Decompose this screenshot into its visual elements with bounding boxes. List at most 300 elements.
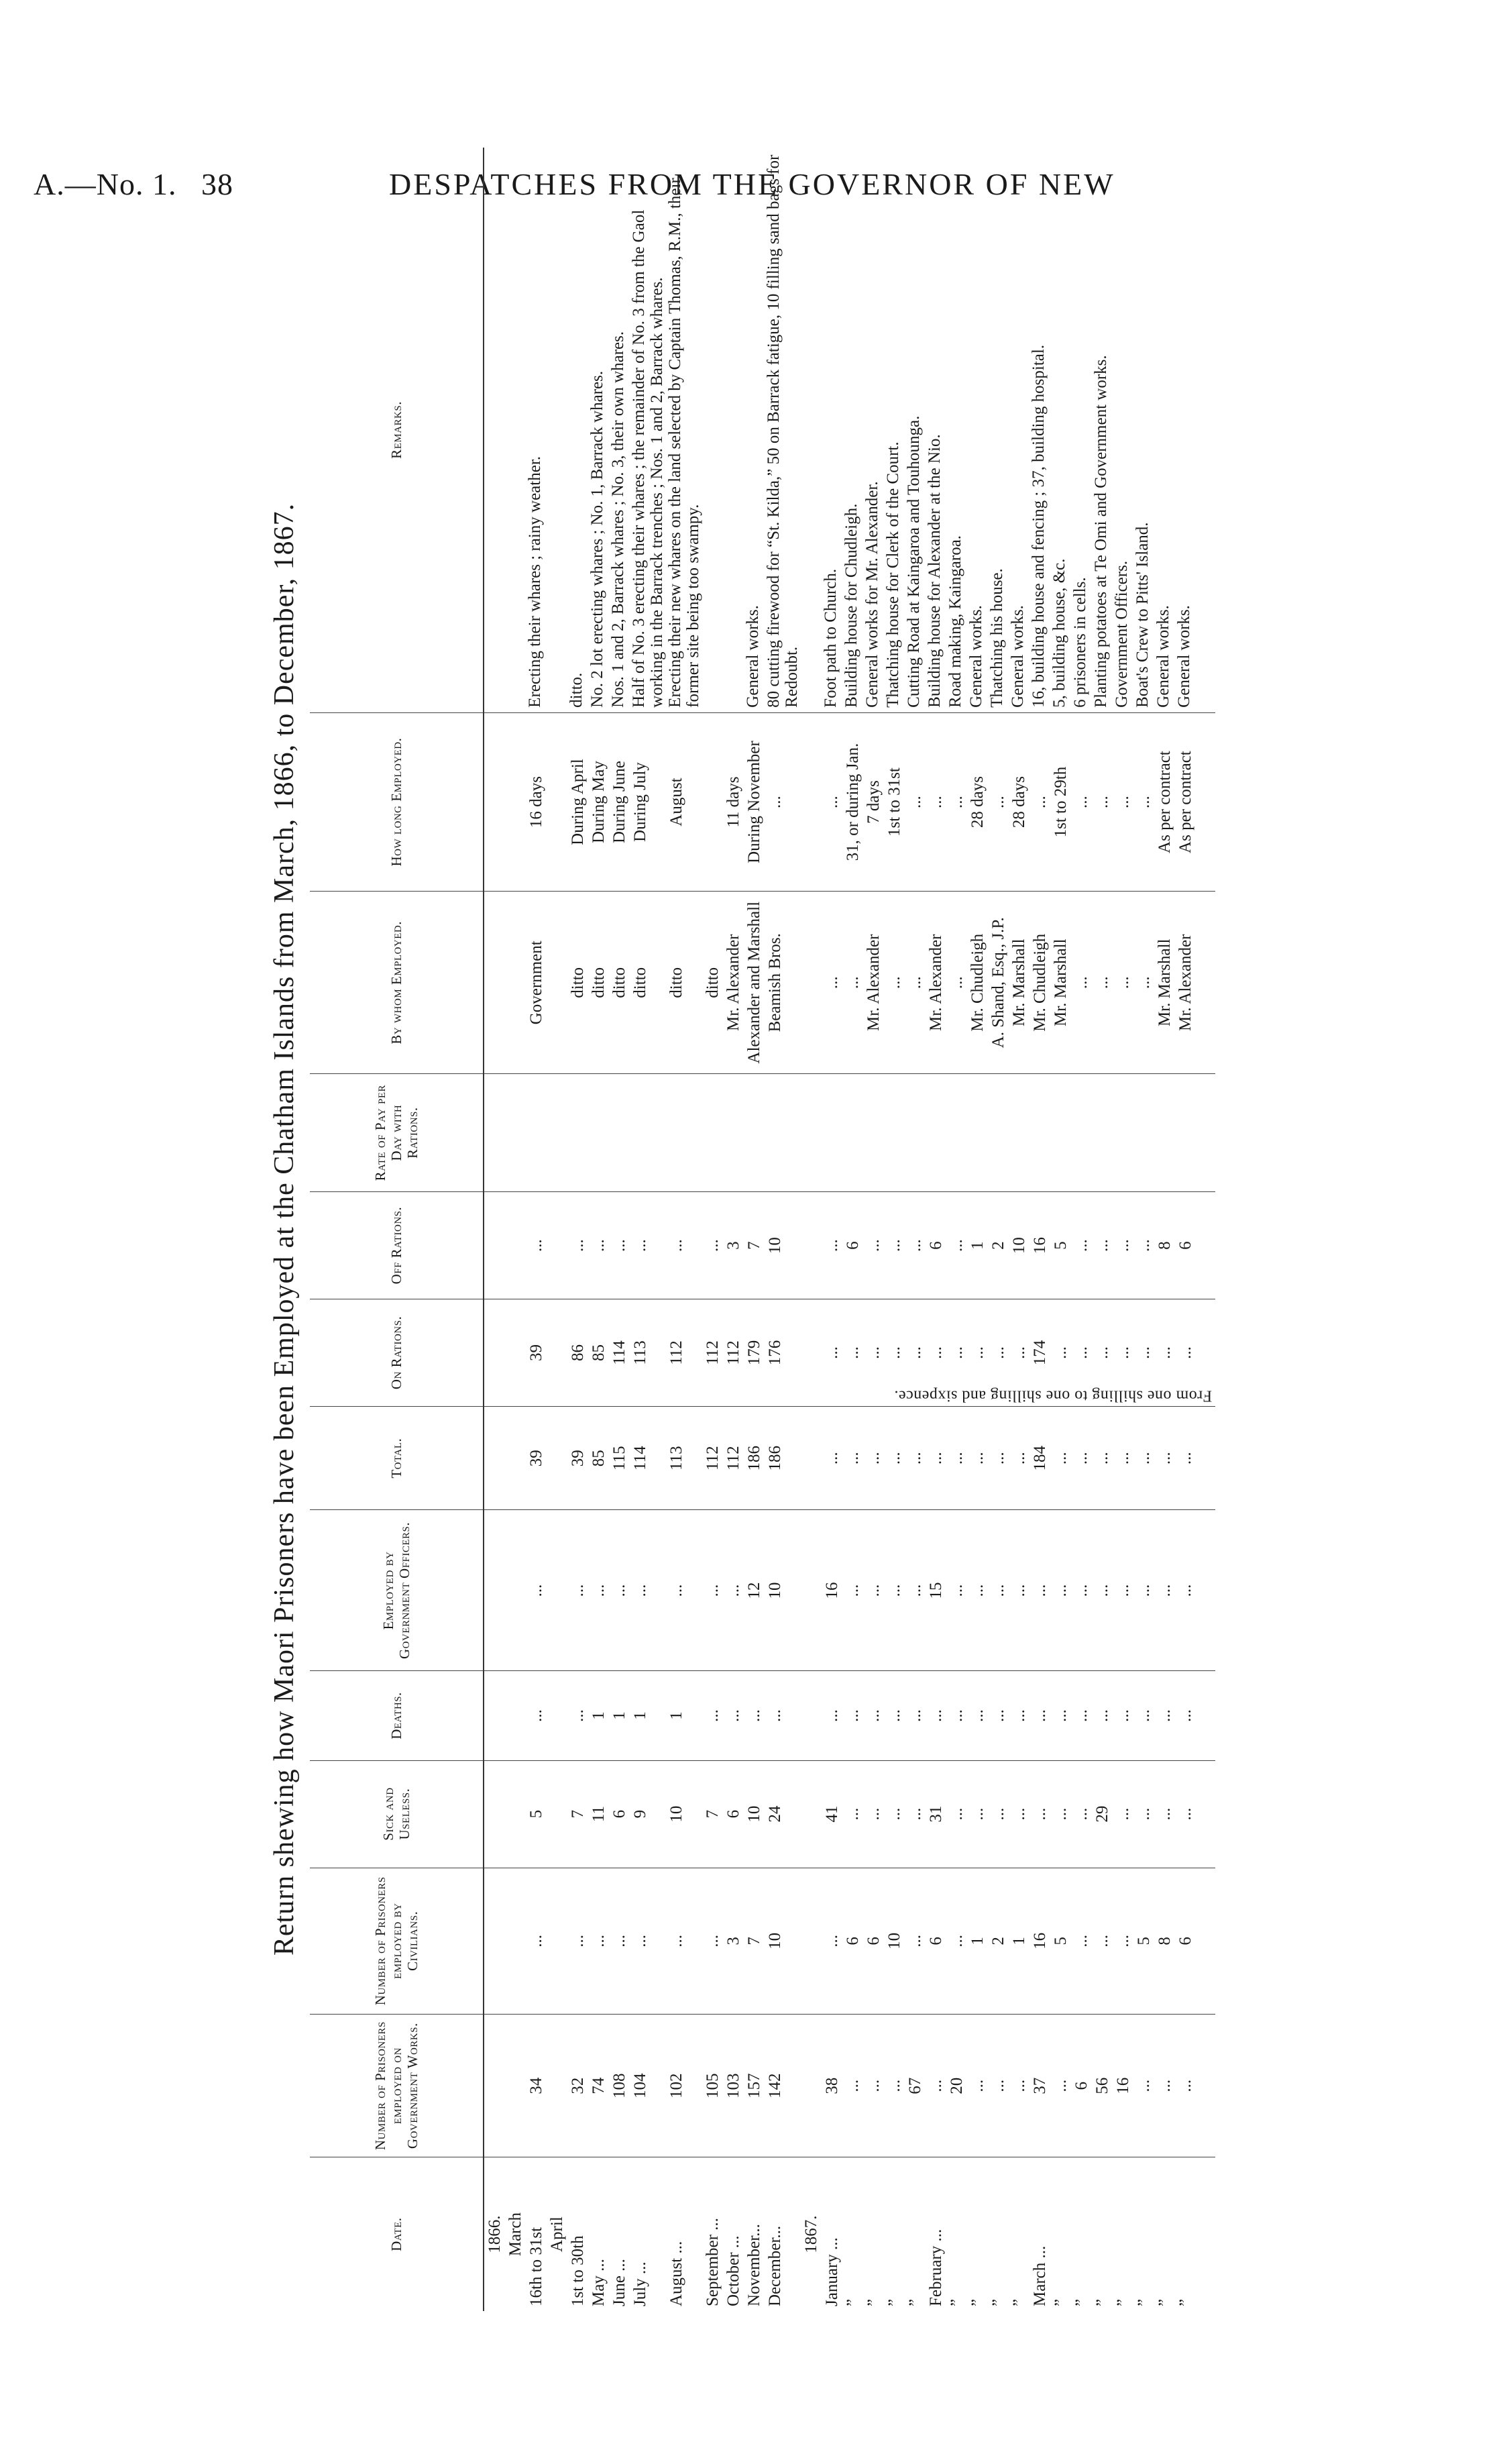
col-off-rations: Off Rations. bbox=[310, 1192, 484, 1299]
row-off-rations: ... bbox=[588, 1192, 609, 1299]
row-govt-officers bbox=[547, 1510, 567, 1671]
row-govt-works: ... bbox=[842, 2015, 863, 2157]
row-by-whom: ditto bbox=[588, 892, 609, 1074]
row-total: ... bbox=[1175, 1406, 1215, 1510]
row-total: 186 bbox=[744, 1406, 765, 1510]
row-how-long: 16 days bbox=[526, 712, 547, 892]
table-row bbox=[1113, 148, 1133, 2311]
row-off-rations bbox=[484, 1192, 505, 1299]
row-date: January ... bbox=[823, 2237, 841, 2306]
row-remarks: Erecting their whares ; rainy weather. bbox=[526, 148, 547, 712]
row-how-long: ... bbox=[926, 712, 946, 892]
row-govt-officers: ... bbox=[666, 1510, 702, 1671]
row-on-rations: ... bbox=[905, 1299, 926, 1407]
page-number: 38 bbox=[201, 167, 233, 201]
row-on-rations: ... bbox=[1092, 1299, 1113, 1407]
row-remarks: 5, building house, &c. bbox=[1050, 148, 1071, 712]
row-deaths: ... bbox=[526, 1671, 547, 1760]
row-how-long: 1st to 29th bbox=[1050, 712, 1071, 892]
table-title: Return shewing how Maori Prisoners have been Employed at the Chatham Islands from March, 1866, to December, 1867. bbox=[269, 502, 300, 1956]
row-how-long: 31, or during Jan. bbox=[842, 712, 863, 892]
row-govt-officers: ... bbox=[526, 1510, 547, 1671]
row-govt-officers: ... bbox=[1092, 1510, 1113, 1671]
row-how-long: During April bbox=[567, 712, 588, 892]
row-on-rations: 39 bbox=[526, 1299, 547, 1407]
row-how-long bbox=[547, 712, 567, 892]
row-civilians bbox=[547, 1868, 567, 2015]
row-govt-works: 108 bbox=[609, 2015, 630, 2157]
row-civilians: 16 bbox=[1029, 1868, 1050, 2015]
row-govt-officers: ... bbox=[1154, 1510, 1175, 1671]
row-total: 112 bbox=[702, 1406, 723, 1510]
row-by-whom bbox=[484, 892, 505, 1074]
row-date: 1866. bbox=[486, 2215, 504, 2253]
row-on-rations: ... bbox=[842, 1299, 863, 1407]
row-on-rations: ... bbox=[1009, 1299, 1029, 1407]
row-civilians: 5 bbox=[1133, 1868, 1154, 2015]
row-remarks: Building house for Alexander at the Nio. bbox=[926, 148, 946, 712]
table-row bbox=[505, 148, 526, 2311]
row-govt-works: 142 bbox=[765, 2015, 801, 2157]
row-civilians: ... bbox=[702, 1868, 723, 2015]
row-on-rations: ... bbox=[967, 1299, 988, 1407]
row-by-whom: ... bbox=[1113, 892, 1133, 1074]
row-remarks bbox=[484, 148, 505, 712]
row-sick: ... bbox=[1113, 1760, 1133, 1868]
row-remarks: Half of No. 3 erecting their whares ; the remainder of No. 3 from the Gaol working in the Barrack trenches ; Nos. 1 and 2, Barrack whares. bbox=[630, 148, 666, 712]
row-date: March ... bbox=[1031, 2245, 1049, 2306]
row-govt-officers: ... bbox=[967, 1510, 988, 1671]
row-rate bbox=[526, 1074, 547, 1192]
row-off-rations: ... bbox=[1113, 1192, 1133, 1299]
row-govt-works: ... bbox=[863, 2015, 884, 2157]
row-on-rations: ... bbox=[1071, 1299, 1092, 1407]
row-sick: 6 bbox=[723, 1760, 744, 1868]
row-by-whom: Mr. Marshall bbox=[1050, 892, 1071, 1074]
row-total: 186 bbox=[765, 1406, 801, 1510]
row-deaths: ... bbox=[884, 1671, 905, 1760]
row-sick: ... bbox=[967, 1760, 988, 1868]
row-govt-works: ... bbox=[1133, 2015, 1154, 2157]
row-sick: ... bbox=[863, 1760, 884, 1868]
row-remarks: Nos. 1 and 2, Barrack whares ; No. 3, their own whares. bbox=[609, 148, 630, 712]
row-rate bbox=[905, 1074, 926, 1192]
row-off-rations: 10 bbox=[765, 1192, 801, 1299]
row-off-rations: ... bbox=[1071, 1192, 1092, 1299]
row-by-whom: Mr. Marshall bbox=[1009, 892, 1029, 1074]
row-sick bbox=[801, 1760, 822, 1868]
table-row bbox=[609, 148, 630, 2311]
row-remarks: Road making, Kaingaroa. bbox=[946, 148, 967, 712]
row-civilians: ... bbox=[1071, 1868, 1092, 2015]
table-row bbox=[801, 148, 822, 2311]
row-govt-works bbox=[505, 2015, 526, 2157]
row-sick bbox=[505, 1760, 526, 1868]
running-title: DESPATCHES FROM THE GOVERNOR OF NEW bbox=[389, 167, 1115, 201]
row-by-whom bbox=[801, 892, 822, 1074]
row-on-rations: 112 bbox=[723, 1299, 744, 1407]
row-off-rations: 7 bbox=[744, 1192, 765, 1299]
row-how-long: During May bbox=[588, 712, 609, 892]
row-deaths: ... bbox=[1154, 1671, 1175, 1760]
row-govt-works: 34 bbox=[526, 2015, 547, 2157]
row-remarks: ditto. bbox=[567, 148, 588, 712]
row-how-long bbox=[801, 712, 822, 892]
row-sick: ... bbox=[946, 1760, 967, 1868]
table-row bbox=[666, 148, 702, 2311]
table-row bbox=[702, 148, 723, 2311]
row-deaths: ... bbox=[822, 1671, 842, 1760]
row-sick: 5 bbox=[526, 1760, 547, 1868]
row-civilians: ... bbox=[822, 1868, 842, 2015]
row-date: ” bbox=[1010, 2298, 1028, 2306]
row-govt-works: ... bbox=[988, 2015, 1009, 2157]
row-how-long: ... bbox=[1071, 712, 1092, 892]
row-civilians bbox=[505, 1868, 526, 2015]
row-how-long bbox=[505, 712, 526, 892]
col-date: Date. bbox=[310, 2157, 484, 2311]
row-how-long bbox=[702, 712, 723, 892]
row-govt-officers: ... bbox=[1071, 1510, 1092, 1671]
row-date: March bbox=[506, 2212, 524, 2257]
row-on-rations: ... bbox=[1050, 1299, 1071, 1407]
row-rate bbox=[505, 1074, 526, 1192]
row-sick: ... bbox=[1175, 1760, 1215, 1868]
row-off-rations bbox=[547, 1192, 567, 1299]
row-deaths: 1 bbox=[588, 1671, 609, 1760]
row-govt-officers: ... bbox=[1133, 1510, 1154, 1671]
row-govt-works: 16 bbox=[1113, 2015, 1133, 2157]
row-civilians: 6 bbox=[842, 1868, 863, 2015]
row-on-rations: ... bbox=[926, 1299, 946, 1407]
row-how-long: ... bbox=[1092, 712, 1113, 892]
row-by-whom: ... bbox=[822, 892, 842, 1074]
row-govt-officers: ... bbox=[946, 1510, 967, 1671]
row-govt-officers: ... bbox=[863, 1510, 884, 1671]
row-remarks: General works. bbox=[1175, 148, 1215, 712]
row-total: ... bbox=[967, 1406, 988, 1510]
row-total: 39 bbox=[526, 1406, 547, 1510]
row-on-rations: 174 bbox=[1029, 1299, 1050, 1407]
row-total: ... bbox=[988, 1406, 1009, 1510]
row-remarks: 16, building house and fencing ; 37, building hospital. bbox=[1029, 148, 1050, 712]
row-deaths: ... bbox=[1009, 1671, 1029, 1760]
row-off-rations: 2 bbox=[988, 1192, 1009, 1299]
row-govt-officers: ... bbox=[1009, 1510, 1029, 1671]
row-govt-officers: 10 bbox=[765, 1510, 801, 1671]
row-date: ” bbox=[1114, 2298, 1132, 2306]
row-total: 115 bbox=[609, 1406, 630, 1510]
row-rate bbox=[863, 1074, 884, 1192]
row-off-rations: ... bbox=[1133, 1192, 1154, 1299]
table-row bbox=[1092, 148, 1113, 2311]
row-date: July ... bbox=[631, 2261, 649, 2306]
col-deaths: Deaths. bbox=[310, 1671, 484, 1760]
row-deaths: ... bbox=[988, 1671, 1009, 1760]
row-sick: ... bbox=[1050, 1760, 1071, 1868]
row-total: ... bbox=[1050, 1406, 1071, 1510]
row-civilians: 6 bbox=[863, 1868, 884, 2015]
row-civilians: 2 bbox=[988, 1868, 1009, 2015]
col-govt-officers: Employed by Government Officers. bbox=[310, 1510, 484, 1671]
row-govt-officers: ... bbox=[988, 1510, 1009, 1671]
table-row bbox=[1175, 148, 1215, 2311]
col-civilians: Number of Prisoners employed by Civilians. bbox=[310, 1868, 484, 2015]
table-row bbox=[723, 148, 744, 2311]
row-date: 16th to 31st bbox=[527, 2227, 545, 2306]
col-govt-works: Number of Prisoners employed on Government Works. bbox=[310, 2015, 484, 2157]
row-rate bbox=[567, 1074, 588, 1192]
row-on-rations: ... bbox=[822, 1299, 842, 1407]
row-remarks bbox=[801, 148, 822, 712]
row-sick: ... bbox=[1029, 1760, 1050, 1868]
row-govt-works: 104 bbox=[630, 2015, 666, 2157]
row-deaths: ... bbox=[1092, 1671, 1113, 1760]
row-civilians: 1 bbox=[1009, 1868, 1029, 2015]
row-on-rations bbox=[484, 1299, 505, 1407]
row-date: ” bbox=[1176, 2298, 1194, 2306]
row-rate bbox=[744, 1074, 765, 1192]
row-civilians bbox=[801, 1868, 822, 2015]
row-by-whom: ... bbox=[1071, 892, 1092, 1074]
row-date: ” bbox=[844, 2298, 862, 2306]
row-on-rations: 179 bbox=[744, 1299, 765, 1407]
row-deaths: 1 bbox=[609, 1671, 630, 1760]
row-remarks: General works for Mr. Alexander. bbox=[863, 148, 884, 712]
table-row bbox=[905, 148, 926, 2311]
row-sick: 31 bbox=[926, 1760, 946, 1868]
row-civilians: 8 bbox=[1154, 1868, 1175, 2015]
table-row bbox=[526, 148, 547, 2311]
row-deaths: ... bbox=[842, 1671, 863, 1760]
row-rate bbox=[946, 1074, 967, 1192]
table-row bbox=[630, 148, 666, 2311]
row-rate bbox=[723, 1074, 744, 1192]
row-how-long: ... bbox=[1113, 712, 1133, 892]
row-deaths: ... bbox=[967, 1671, 988, 1760]
header-row bbox=[310, 148, 484, 2311]
row-govt-works bbox=[547, 2015, 567, 2157]
row-off-rations: ... bbox=[666, 1192, 702, 1299]
row-off-rations: ... bbox=[884, 1192, 905, 1299]
row-govt-works: ... bbox=[1154, 2015, 1175, 2157]
table-row bbox=[1029, 148, 1050, 2311]
row-civilians: 7 bbox=[744, 1868, 765, 2015]
row-govt-officers: ... bbox=[588, 1510, 609, 1671]
row-date: ” bbox=[1072, 2298, 1091, 2306]
row-date: May ... bbox=[590, 2259, 608, 2306]
rotated-return-table bbox=[268, 148, 1395, 2311]
col-by-whom: By whom Employed. bbox=[310, 892, 484, 1074]
row-how-long: 28 days bbox=[967, 712, 988, 892]
row-off-rations: ... bbox=[526, 1192, 547, 1299]
row-off-rations: ... bbox=[863, 1192, 884, 1299]
row-on-rations: 114 bbox=[609, 1299, 630, 1407]
row-remarks: Building house for Chudleigh. bbox=[842, 148, 863, 712]
row-total: 85 bbox=[588, 1406, 609, 1510]
table-row bbox=[1009, 148, 1029, 2311]
row-remarks: Thatching his house. bbox=[988, 148, 1009, 712]
row-rate bbox=[1009, 1074, 1029, 1192]
row-rate bbox=[484, 1074, 505, 1192]
row-rate bbox=[666, 1074, 702, 1192]
row-sick bbox=[484, 1760, 505, 1868]
row-total bbox=[505, 1406, 526, 1510]
row-rate bbox=[1154, 1074, 1175, 1192]
row-how-long: 28 days bbox=[1009, 712, 1029, 892]
row-off-rations: ... bbox=[702, 1192, 723, 1299]
row-total: ... bbox=[822, 1406, 842, 1510]
row-off-rations bbox=[801, 1192, 822, 1299]
row-total: ... bbox=[863, 1406, 884, 1510]
table-row bbox=[765, 148, 801, 2311]
table-row bbox=[988, 148, 1009, 2311]
row-on-rations: 112 bbox=[666, 1299, 702, 1407]
row-rate bbox=[588, 1074, 609, 1192]
row-rate bbox=[926, 1074, 946, 1192]
row-off-rations: 5 bbox=[1050, 1192, 1071, 1299]
row-deaths bbox=[547, 1671, 567, 1760]
row-date: ” bbox=[1093, 2298, 1111, 2306]
row-remarks: Planting potatoes at Te Omi and Government works. bbox=[1092, 148, 1113, 712]
row-remarks: Boat's Crew to Pitts' Island. bbox=[1133, 148, 1154, 712]
row-remarks bbox=[702, 148, 723, 712]
table-row bbox=[744, 148, 765, 2311]
table-row bbox=[1133, 148, 1154, 2311]
row-rate bbox=[609, 1074, 630, 1192]
row-civilians: ... bbox=[567, 1868, 588, 2015]
row-deaths bbox=[484, 1671, 505, 1760]
row-rate bbox=[1029, 1074, 1050, 1192]
row-date: April bbox=[548, 2216, 566, 2253]
row-date: 1867. bbox=[802, 2215, 820, 2253]
row-rate bbox=[1092, 1074, 1113, 1192]
row-govt-works: ... bbox=[1050, 2015, 1071, 2157]
row-govt-works: 67 bbox=[905, 2015, 926, 2157]
row-civilians bbox=[484, 1868, 505, 2015]
row-civilians: 10 bbox=[765, 1868, 801, 2015]
table-body bbox=[484, 148, 1215, 2311]
row-how-long: ... bbox=[765, 712, 801, 892]
row-off-rations: ... bbox=[630, 1192, 666, 1299]
row-on-rations bbox=[547, 1299, 567, 1407]
section-label: A.—No. 1. bbox=[34, 167, 177, 201]
row-by-whom: Mr. Alexander bbox=[723, 892, 744, 1074]
row-total: ... bbox=[905, 1406, 926, 1510]
row-civilians: 10 bbox=[884, 1868, 905, 2015]
row-sick: 11 bbox=[588, 1760, 609, 1868]
row-civilians: ... bbox=[1092, 1868, 1113, 2015]
row-rate bbox=[547, 1074, 567, 1192]
row-by-whom: Mr. Alexander bbox=[926, 892, 946, 1074]
row-on-rations: 85 bbox=[588, 1299, 609, 1407]
row-govt-officers: ... bbox=[905, 1510, 926, 1671]
row-remarks bbox=[547, 148, 567, 712]
row-date: ” bbox=[1052, 2298, 1070, 2306]
row-civilians: 6 bbox=[1175, 1868, 1215, 2015]
row-date: 1st to 30th bbox=[569, 2235, 587, 2306]
row-civilians: ... bbox=[630, 1868, 666, 2015]
row-on-rations: ... bbox=[988, 1299, 1009, 1407]
row-deaths bbox=[505, 1671, 526, 1760]
row-date: ” bbox=[865, 2298, 883, 2306]
row-rate bbox=[1113, 1074, 1133, 1192]
table-row bbox=[863, 148, 884, 2311]
table-row bbox=[946, 148, 967, 2311]
row-deaths: ... bbox=[1071, 1671, 1092, 1760]
row-govt-works bbox=[484, 2015, 505, 2157]
row-on-rations: ... bbox=[1154, 1299, 1175, 1407]
row-govt-works: 56 bbox=[1092, 2015, 1113, 2157]
row-govt-works: 74 bbox=[588, 2015, 609, 2157]
row-civilians: 3 bbox=[723, 1868, 744, 2015]
row-date: ” bbox=[968, 2298, 987, 2306]
row-how-long: ... bbox=[822, 712, 842, 892]
row-remarks bbox=[723, 148, 744, 712]
row-civilians: ... bbox=[526, 1868, 547, 2015]
row-date: June ... bbox=[610, 2259, 628, 2306]
row-by-whom: ... bbox=[842, 892, 863, 1074]
row-date: ” bbox=[1135, 2298, 1153, 2306]
row-deaths: ... bbox=[1113, 1671, 1133, 1760]
row-govt-officers bbox=[484, 1510, 505, 1671]
row-deaths: 1 bbox=[666, 1671, 702, 1760]
row-by-whom: Mr. Chudleigh bbox=[967, 892, 988, 1074]
table-row bbox=[547, 148, 567, 2311]
row-govt-works: 105 bbox=[702, 2015, 723, 2157]
row-govt-works: ... bbox=[884, 2015, 905, 2157]
col-remarks: Remarks. bbox=[310, 148, 484, 712]
row-deaths: ... bbox=[1133, 1671, 1154, 1760]
row-sick: 41 bbox=[822, 1760, 842, 1868]
row-how-long: 1st to 31st bbox=[884, 712, 905, 892]
row-rate bbox=[1133, 1074, 1154, 1192]
row-rate bbox=[801, 1074, 822, 1192]
row-date: November... bbox=[745, 2224, 763, 2306]
row-deaths: ... bbox=[946, 1671, 967, 1760]
row-remarks: 80 cutting firewood for “St. Kilda,” 50 on Barrack fatigue, 10 filling sand bags for Redoubt. bbox=[765, 148, 801, 712]
row-how-long: ... bbox=[946, 712, 967, 892]
row-on-rations: ... bbox=[863, 1299, 884, 1407]
row-deaths: ... bbox=[926, 1671, 946, 1760]
row-remarks bbox=[505, 148, 526, 712]
row-total: ... bbox=[1154, 1406, 1175, 1510]
row-total: 114 bbox=[630, 1406, 666, 1510]
table-row bbox=[1050, 148, 1071, 2311]
row-sick: 9 bbox=[630, 1760, 666, 1868]
row-total: ... bbox=[884, 1406, 905, 1510]
row-by-whom: ... bbox=[1092, 892, 1113, 1074]
row-govt-officers: ... bbox=[609, 1510, 630, 1671]
rate-note: From one shilling to one shilling and sixpence. bbox=[893, 1387, 1213, 1405]
row-how-long: ... bbox=[1133, 712, 1154, 892]
row-by-whom: ... bbox=[884, 892, 905, 1074]
row-total bbox=[547, 1406, 567, 1510]
row-deaths: ... bbox=[863, 1671, 884, 1760]
row-by-whom: ... bbox=[946, 892, 967, 1074]
row-off-rations bbox=[505, 1192, 526, 1299]
row-remarks: Foot path to Church. bbox=[822, 148, 842, 712]
row-sick: ... bbox=[1071, 1760, 1092, 1868]
row-deaths: ... bbox=[567, 1671, 588, 1760]
row-by-whom: Beamish Bros. bbox=[765, 892, 801, 1074]
row-off-rations: ... bbox=[567, 1192, 588, 1299]
row-govt-works: 103 bbox=[723, 2015, 744, 2157]
row-off-rations: 16 bbox=[1029, 1192, 1050, 1299]
row-off-rations: 6 bbox=[926, 1192, 946, 1299]
row-by-whom: ditto bbox=[666, 892, 702, 1074]
row-total: ... bbox=[1071, 1406, 1092, 1510]
